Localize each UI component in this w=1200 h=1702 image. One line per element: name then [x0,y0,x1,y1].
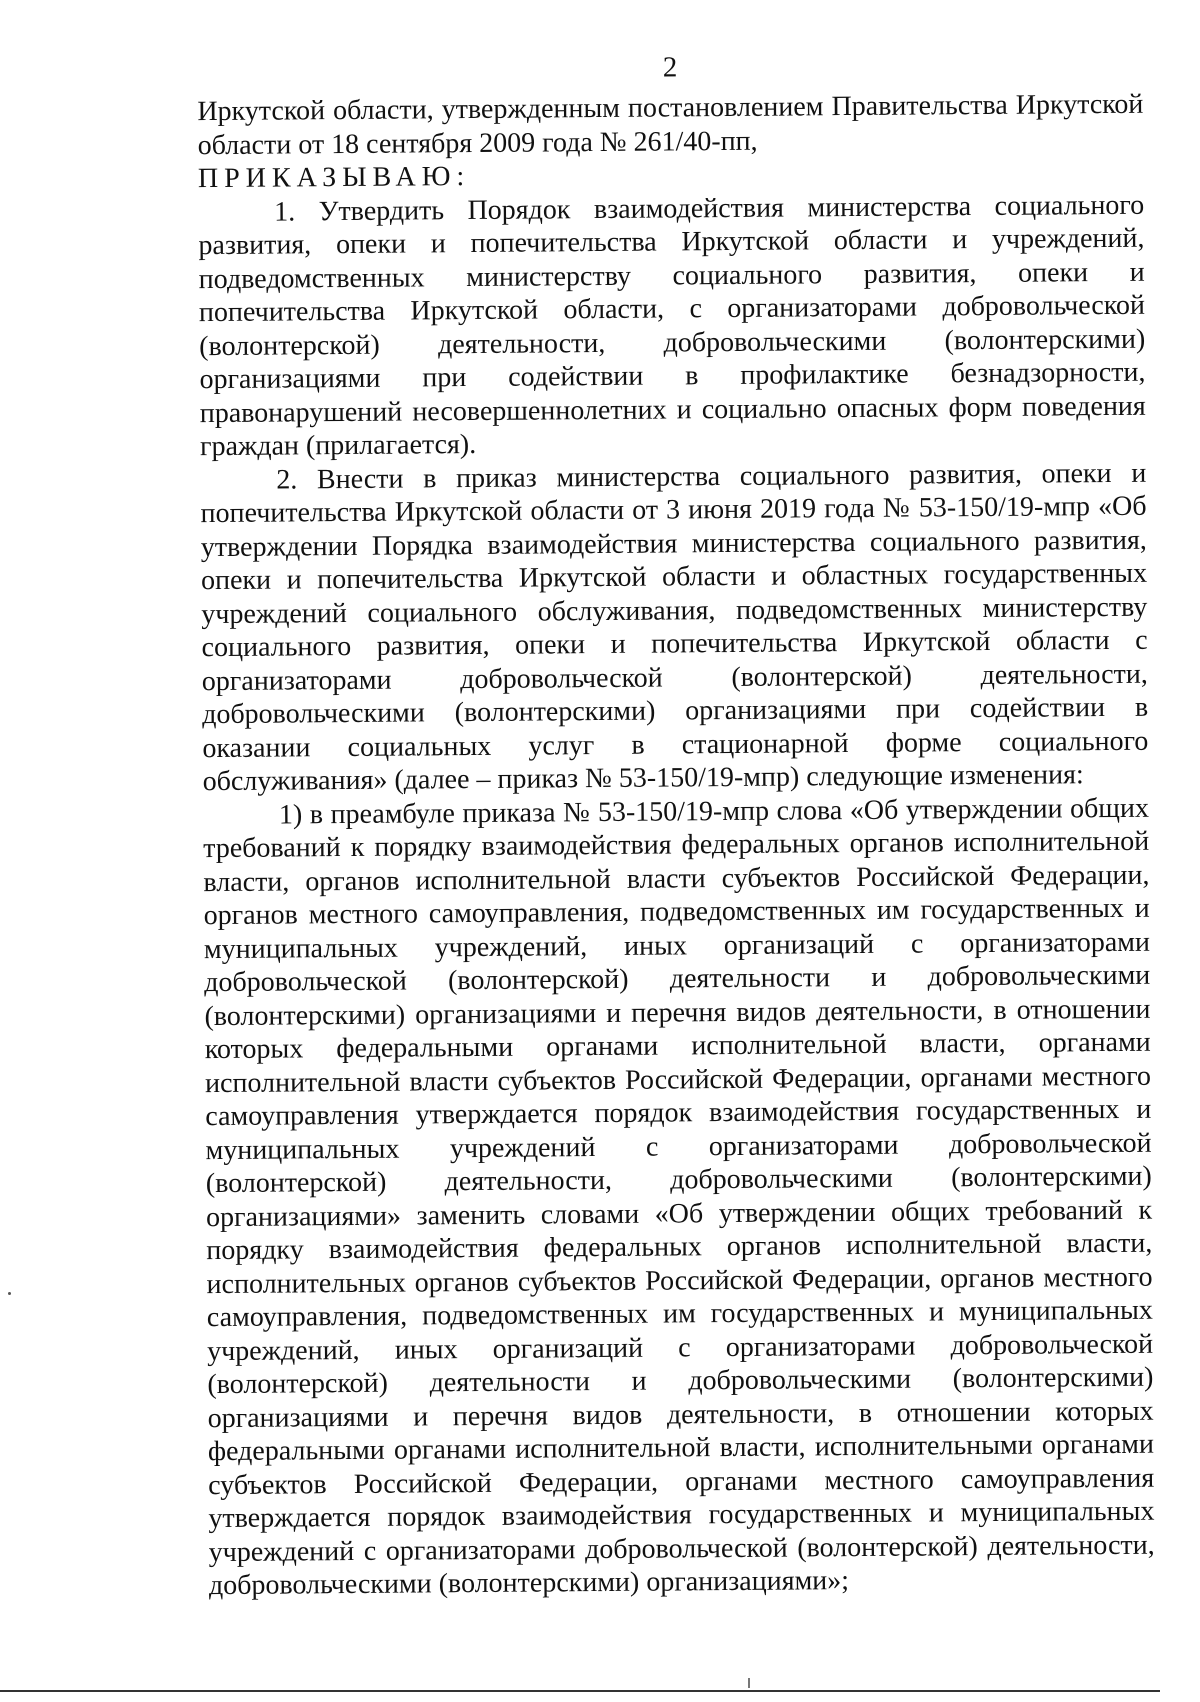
paragraph-2: 2. Внести в приказ министерства социального развития, опеки и попечительства Иркутской области от 3 июня 2019 года № 53-150/19-мпр «Об утверждении Порядка взаимодействия министерства социального развития, опеки и попечительства Иркутской области и областных государственных учреждений социального обслуживания, подведомственных министерству социального развития, опеки и попечительства Иркутской области с организаторами добровольческой (волонтерской) деятельности, добровольческими (волонтерскими) организациями при содействии в оказании социальных услуг в стационарной форме социального обслуживания» (далее – приказ № 53-150/19-мпр) следующие изменения: [200,457,1149,798]
order-heading: ПРИКАЗЫВАЮ: [197,161,471,195]
paragraph-2-item-1: 1) в преамбуле приказа № 53-150/19-мпр слова «Об утверждении общих требований к порядку взаимодействия федеральных органов исполнительной власти, органов исполнительной власти субъектов Российской Федерации, органов местного самоуправления, подведомственных им государственных и муниципальных учреждений, иных организаций с организаторами добровольческой (волонтерской) деятельности и добровольческими (волонтерскими) организациями и перечня видов деятельности, в отношении которых федеральными органами исполнительной власти, органами исполнительной власти субъектов Российской Федерации, органами местного самоуправления утверждается порядок взаимодействия государственных и муниципальных учреждений с организаторами добровольческой (волонтерской) деятельности, добровольческими (волонтерскими) организациями» заменить словами «Об утверждении общих требований к порядку взаимодействия федеральных органов исполнительной власти, исполнительных органов субъектов Российской Федерации, органов местного самоуправления, подведомственных им государственных и муниципальных учреждений, иных организаций с организаторами добровольческой (волонтерской) деятельности и добровольческими (волонтерскими) организациями и перечня видов деятельности, в отношении которых федеральными органами исполнительной власти, исполнительными органами субъектов Российской Федерации, органами местного самоуправления утверждается порядок взаимодействия государственных и муниципальных учреждений с организаторами добровольческой (волонтерской) деятельности, добровольческими (волонтерскими) организациями»; [203,792,1155,1602]
paragraph-1: 1. Утвердить Порядок взаимодействия министерства социального развития, опеки и попечительства Иркутской области и учреждений, подведомственных министерству социального развития, опеки и попечительства Иркутской области, с организаторами добровольческой (волонтерской) деятельности, добровольческими (волонтерскими) организациями при содействии в профилактике безнадзорности, правонарушений несовершеннолетних и социально опасных форм поведения граждан (прилагается). [198,189,1146,463]
scan-bottom-edge [0,1690,1160,1692]
page-number: 2 [662,51,678,84]
preamble-text: Иркутской области, утвержденным постановлением Правительства Иркутской области от 18 сентября 2009 года № 261/40-пп, [197,88,1144,161]
document-body [197,88,1155,1603]
scan-edge-tick [748,1678,750,1688]
scan-speck [8,1292,11,1295]
